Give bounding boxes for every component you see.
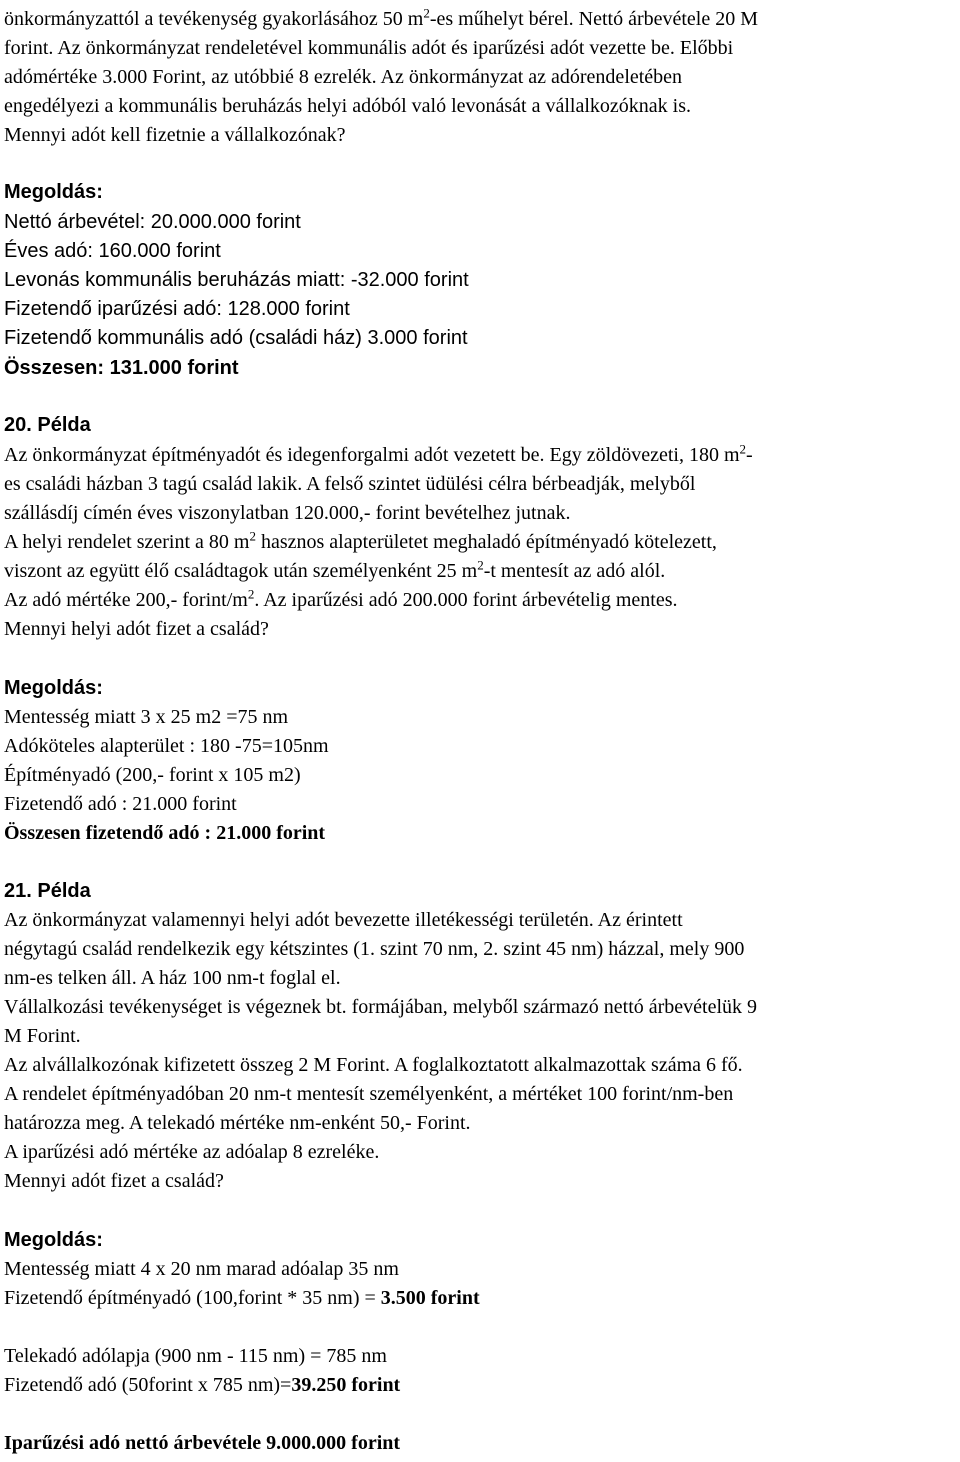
solution-line: Éves adó: 160.000 forint	[4, 240, 221, 262]
solution-total: Összesen fizetendő adó : 21.000 forint	[4, 822, 326, 844]
solution-line: Építményadó (200,- forint x 105 m2)	[4, 764, 301, 786]
example-line: A helyi rendelet szerint a 80 $m^2$ hasznos alapterületet meghaladó építményadó kötelezett,	[4, 528, 717, 553]
solution-line: Levonás kommunális beruházás miatt: -32.000 forint	[4, 269, 469, 291]
solution-line: Mentesség miatt 4 x 20 nm marad adóalap 35 nm	[4, 1258, 399, 1280]
solution-heading: Megoldás:	[4, 181, 103, 203]
example-line: szállásdíj címén éves viszonylatban 120.000,- forint bevételhez jutnak.	[4, 502, 571, 524]
solution-heading: Megoldás:	[4, 677, 103, 699]
solution-heading: Megoldás:	[4, 1229, 103, 1251]
solution-line: Nettó árbevétel: 20.000.000 forint	[4, 211, 301, 233]
intro-line-4: engedélyezi a kommunális beruházás helyi adóból való levonását a vállalkozóknak is.	[4, 95, 691, 117]
example-line: határozza meg. A telekadó mértéke nm-enként 50,- Forint.	[4, 1112, 471, 1134]
solution-line: Fizetendő építményadó (100,forint * 35 nm) = 3.500 forint	[4, 1287, 480, 1309]
example-line: A iparűzési adó mértéke az adóalap 8 ezreléke.	[4, 1141, 380, 1163]
example-line: Mennyi adót fizet a család?	[4, 1170, 224, 1192]
solution-line: Telekadó adólapja (900 nm - 115 nm) = 785 nm	[4, 1345, 387, 1367]
solution-line: Adóköteles alapterület : 180 -75=105nm	[4, 735, 329, 757]
example-heading: 20. Példa	[4, 414, 91, 436]
example-line: Az adó mértéke 200,- forint/$m^2$. Az iparűzési adó 200.000 forint árbevételig mentes.	[4, 586, 678, 611]
example-line: A rendelet építményadóban 20 nm-t mentesít személyenként, a mértéket 100 forint/nm-ben	[4, 1083, 734, 1105]
solution-line: Mentesség miatt 3 x 25 m2 =75 nm	[4, 706, 289, 728]
solution-line: Fizetendő iparűzési adó: 128.000 forint	[4, 298, 350, 320]
example-line: M Forint.	[4, 1025, 81, 1047]
intro-line-3: adómértéke 3.000 Forint, az utóbbié 8 ezrelék. Az önkormányzat az adórendeletében	[4, 66, 683, 88]
example-line: Az önkormányzat valamennyi helyi adót bevezette illetékességi területén. Az érintett	[4, 909, 683, 931]
example-line: négytagú család rendelkezik egy kétszintes (1. szint 70 nm, 2. szint 45 nm) házzal, mely 900	[4, 938, 745, 960]
solution-line: Fizetendő kommunális adó (családi ház) 3.000 forint	[4, 327, 468, 349]
example-line: Mennyi helyi adót fizet a család?	[4, 618, 269, 640]
solution-amount: 3.500 forint	[380, 1287, 480, 1309]
intro-line-5: Mennyi adót kell fizetnie a vállalkozónak?	[4, 124, 346, 146]
example-heading: 21. Példa	[4, 880, 91, 902]
solution-line: Iparűzési adó nettó árbevétele 9.000.000 forint	[4, 1432, 401, 1454]
intro-line-2: forint. Az önkormányzat rendeletével kommunális adót és iparűzési adót vezette be. Előbbi	[4, 37, 734, 59]
example-line: Vállalkozási tevékenységet is végeznek bt. formájában, melyből származó nettó árbevételük 9	[4, 996, 758, 1018]
example-line: nm-es telken áll. A ház 100 nm-t foglal el.	[4, 967, 341, 989]
solution-amount: 39.250 forint	[291, 1374, 401, 1396]
example-line: viszont az együtt élő családtagok után személyenként 25 $m^2-t$ mentesít az adó alól.	[4, 557, 666, 582]
example-line: es családi házban 3 tagú család lakik. A felső szintet üdülési célra bérbeadják, melyből	[4, 473, 696, 495]
example-line: Az önkormányzat építményadót és idegenforgalmi adót vezetett be. Egy zöldövezeti, 180 $m^2-$	[4, 441, 753, 466]
solution-line: Fizetendő adó : 21.000 forint	[4, 793, 237, 815]
example-line: Az alvállalkozónak kifizetett összeg 2 M Forint. A foglalkoztatott alkalmazottak száma 6 fő.	[4, 1054, 743, 1076]
intro-line-1: önkormányzattól a tevékenység gyakorlásához 50 $m^2-es$ műhelyt bérel. Nettó árbevétele 20 M	[4, 5, 759, 30]
solution-total: Összesen: 131.000 forint	[4, 357, 239, 379]
solution-line: Fizetendő adó (50forint x 785 nm)=39.250 forint	[4, 1374, 401, 1396]
